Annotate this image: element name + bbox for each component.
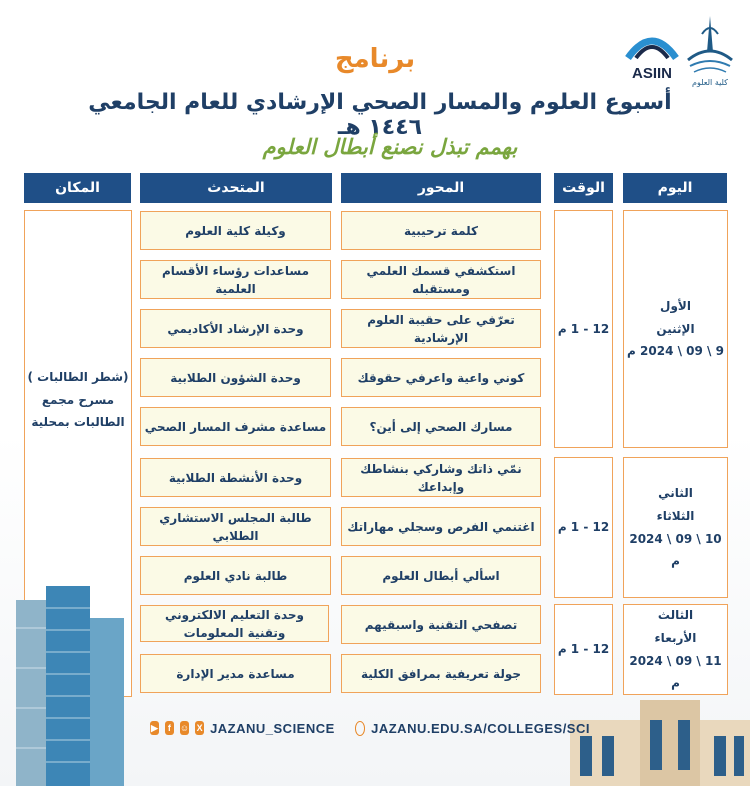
day-1-ordinal: الأول — [660, 298, 691, 313]
snapchat-icon[interactable]: ☺ — [179, 723, 190, 733]
header-speaker: المتحدث — [140, 173, 332, 203]
time-1-cell: 12 - 1 م — [557, 321, 610, 336]
place-line-3: الطالبات بمحلية — [31, 415, 125, 430]
topic-cell: اسألي أبطال العلوم — [341, 556, 541, 595]
college-caption: كلية العلوم — [692, 78, 728, 87]
slogan: بهمم تبذل نصنع أبطال العلوم — [262, 134, 518, 159]
day-3-date: 11 \ 09 \ 2024 م — [629, 653, 722, 691]
facebook-icon[interactable]: f — [165, 721, 174, 735]
speaker-cell: وحدة الأنشطة الطلابية — [140, 458, 331, 497]
day-2-cell — [623, 457, 728, 598]
topic-cell: استكشفي قسمك العلمي ومستقبله — [341, 260, 541, 299]
speaker-cell: مساعدة مشرف المسار الصحي — [140, 407, 331, 446]
day-1-date: 9 \ 09 \ 2024 م — [627, 344, 724, 359]
social-handle[interactable]: JAZANU_SCIENCE — [210, 720, 335, 736]
day-3-ordinal: الثالث — [657, 607, 694, 622]
day-2-ordinal: الثاني — [658, 485, 693, 500]
speaker-cell: طالبة المجلس الاستشاري الطلابي — [140, 507, 331, 546]
speaker-cell: طالبة نادي العلوم — [140, 556, 331, 595]
topic-cell: كوني واعية واعرفي حقوقك — [341, 358, 541, 397]
speaker-cell: وحدة الشؤون الطلابية — [140, 358, 331, 397]
asiin-wordmark: ASIIN — [631, 65, 672, 82]
topic-cell: نمّي ذاتك وشاركي بنشاطك وإبداعك — [341, 458, 541, 497]
speaker-cell: مساعدة مدير الإدارة — [140, 654, 331, 693]
topic-cell: جولة تعريفية بمرافق الكلية — [341, 654, 541, 693]
day-2-date: 10 \ 09 \ 2024 م — [629, 531, 722, 569]
place-line-2: مسرح مجمع — [41, 392, 115, 407]
website-link[interactable]: JAZANU.EDU.SA/COLLEGES/SCI — [371, 720, 590, 736]
header-topic: المحور — [341, 173, 541, 203]
header-day: اليوم — [623, 173, 727, 203]
speaker-cell: وكيلة كلية العلوم — [140, 211, 331, 250]
day-1-weekday: الإثنين — [656, 321, 695, 336]
day-1-cell — [623, 210, 728, 448]
campus-building-illustration — [570, 690, 750, 786]
place-line-1: (شطر الطالبات ) — [27, 369, 129, 384]
topic-cell: تصفحي التقنية واسبقيهم — [341, 605, 541, 644]
speaker-cell: مساعدات رؤساء الأقسام العلمية — [140, 260, 331, 299]
header-time: الوقت — [554, 173, 613, 203]
program-label: برنامج — [334, 44, 416, 74]
footer — [150, 716, 590, 740]
globe-icon — [355, 721, 365, 736]
speaker-cell: وحدة التعليم الالكتروني وتقنية المعلومات — [140, 605, 329, 642]
x-icon[interactable]: X — [196, 723, 203, 733]
topic-cell: تعرّفي على حقيبة العلوم الإرشادية — [341, 309, 541, 348]
day-2-weekday: الثلاثاء — [656, 508, 695, 523]
topic-cell: كلمة ترحيبية — [341, 211, 541, 250]
time-3-cell: 12 - 1 م — [557, 642, 610, 657]
youtube-icon[interactable]: ▶ — [150, 721, 159, 735]
topic-cell: مسارك الصحي إلى أين؟ — [341, 407, 541, 446]
day-3-cell — [623, 604, 728, 695]
header-place: المكان — [24, 173, 131, 203]
speaker-cell: وحدة الإرشاد الأكاديمي — [140, 309, 331, 348]
day-3-weekday: الأربعاء — [654, 630, 697, 645]
topic-cell: اغتنمي الفرص وسجلي مهاراتك — [341, 507, 541, 546]
tower-building-illustration — [8, 578, 133, 786]
page-title: أسبوع العلوم والمسار الصحي الإرشادي للعام الجامعي ١٤٤٦ هـ — [88, 90, 672, 140]
place-cell — [24, 360, 132, 440]
time-2-cell: 12 - 1 م — [557, 520, 610, 535]
